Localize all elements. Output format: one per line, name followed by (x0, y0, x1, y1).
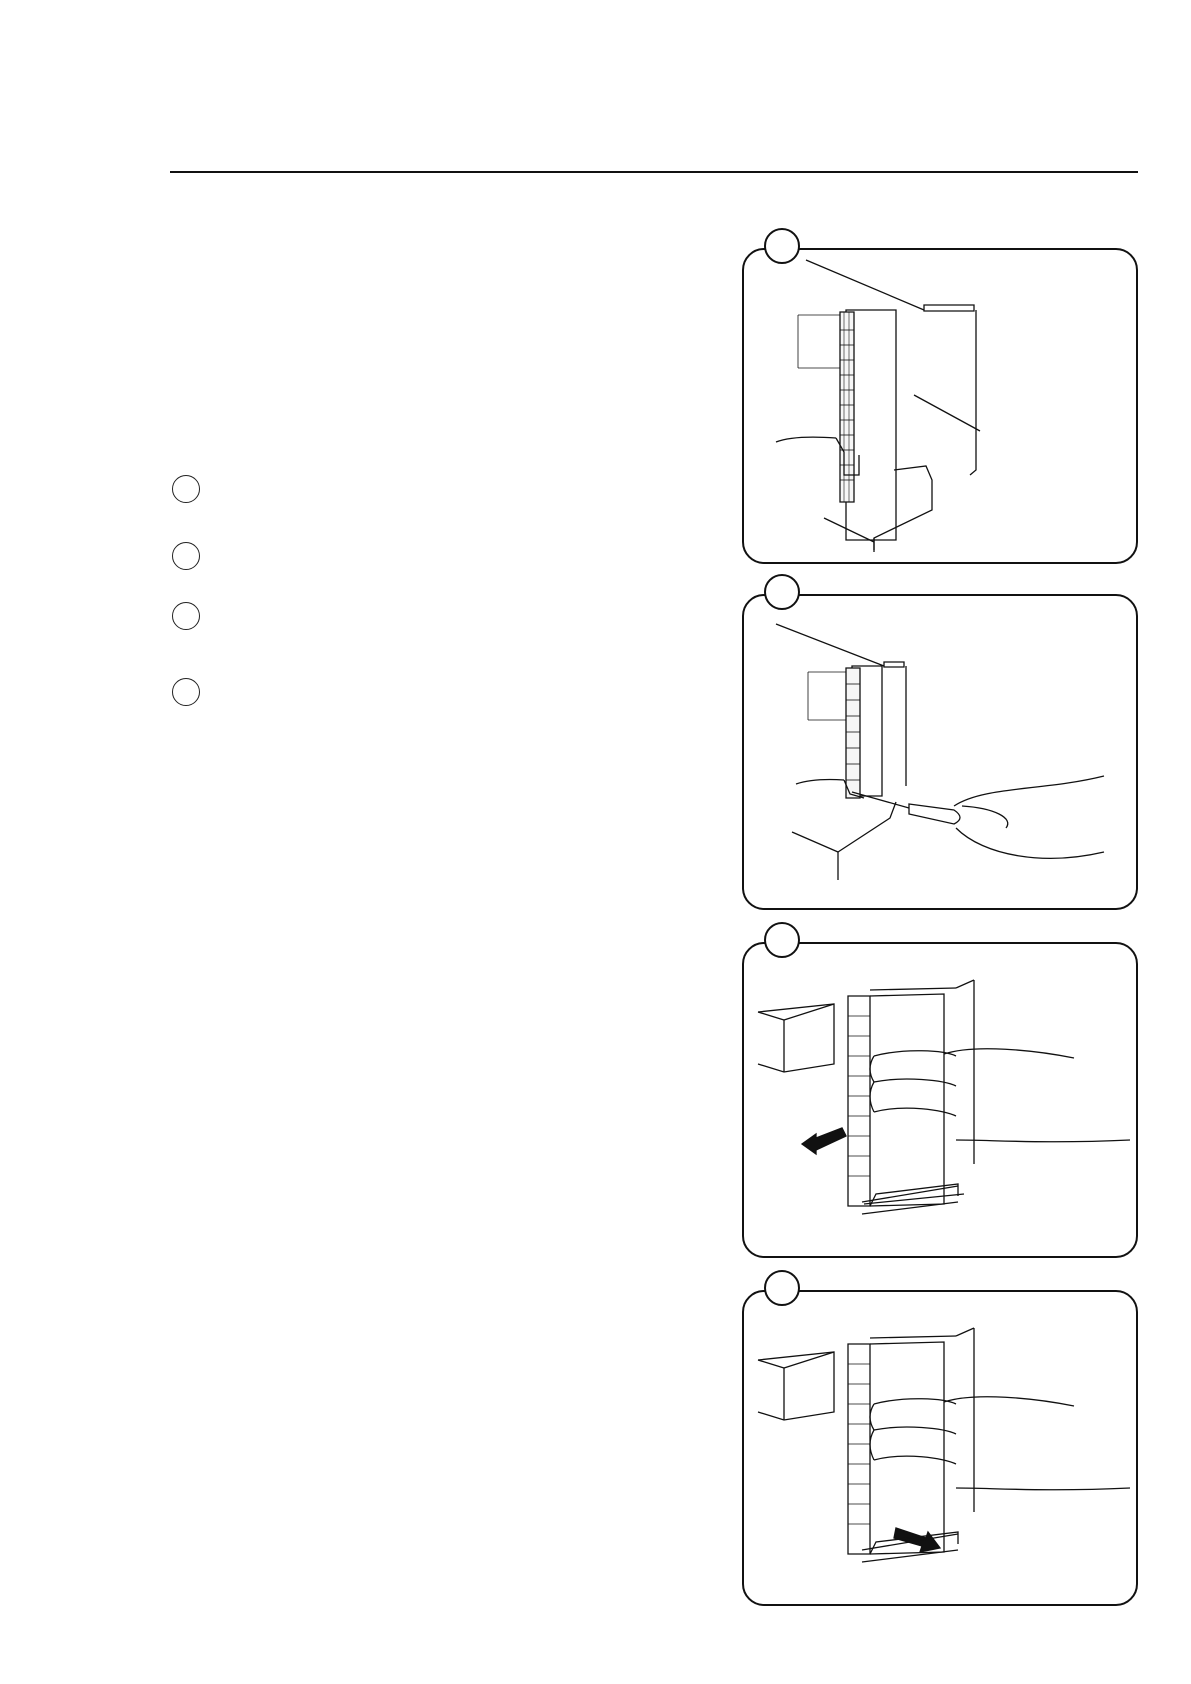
terminal-strip-illustration (744, 250, 1140, 566)
module-removal-left-illustration (744, 944, 1140, 1260)
step-bullet-4 (172, 678, 200, 706)
module-removal-right-illustration (744, 1292, 1140, 1608)
illustration-panel-3 (742, 942, 1138, 1258)
step-bullet-1 (172, 475, 200, 503)
screwdriver-illustration (744, 596, 1140, 912)
illustration-panel-1 (742, 248, 1138, 564)
step-bullet-3 (172, 602, 200, 630)
header-rule (170, 171, 1138, 173)
step-bullet-2 (172, 542, 200, 570)
illustration-panel-4 (742, 1290, 1138, 1606)
illustration-panel-2 (742, 594, 1138, 910)
